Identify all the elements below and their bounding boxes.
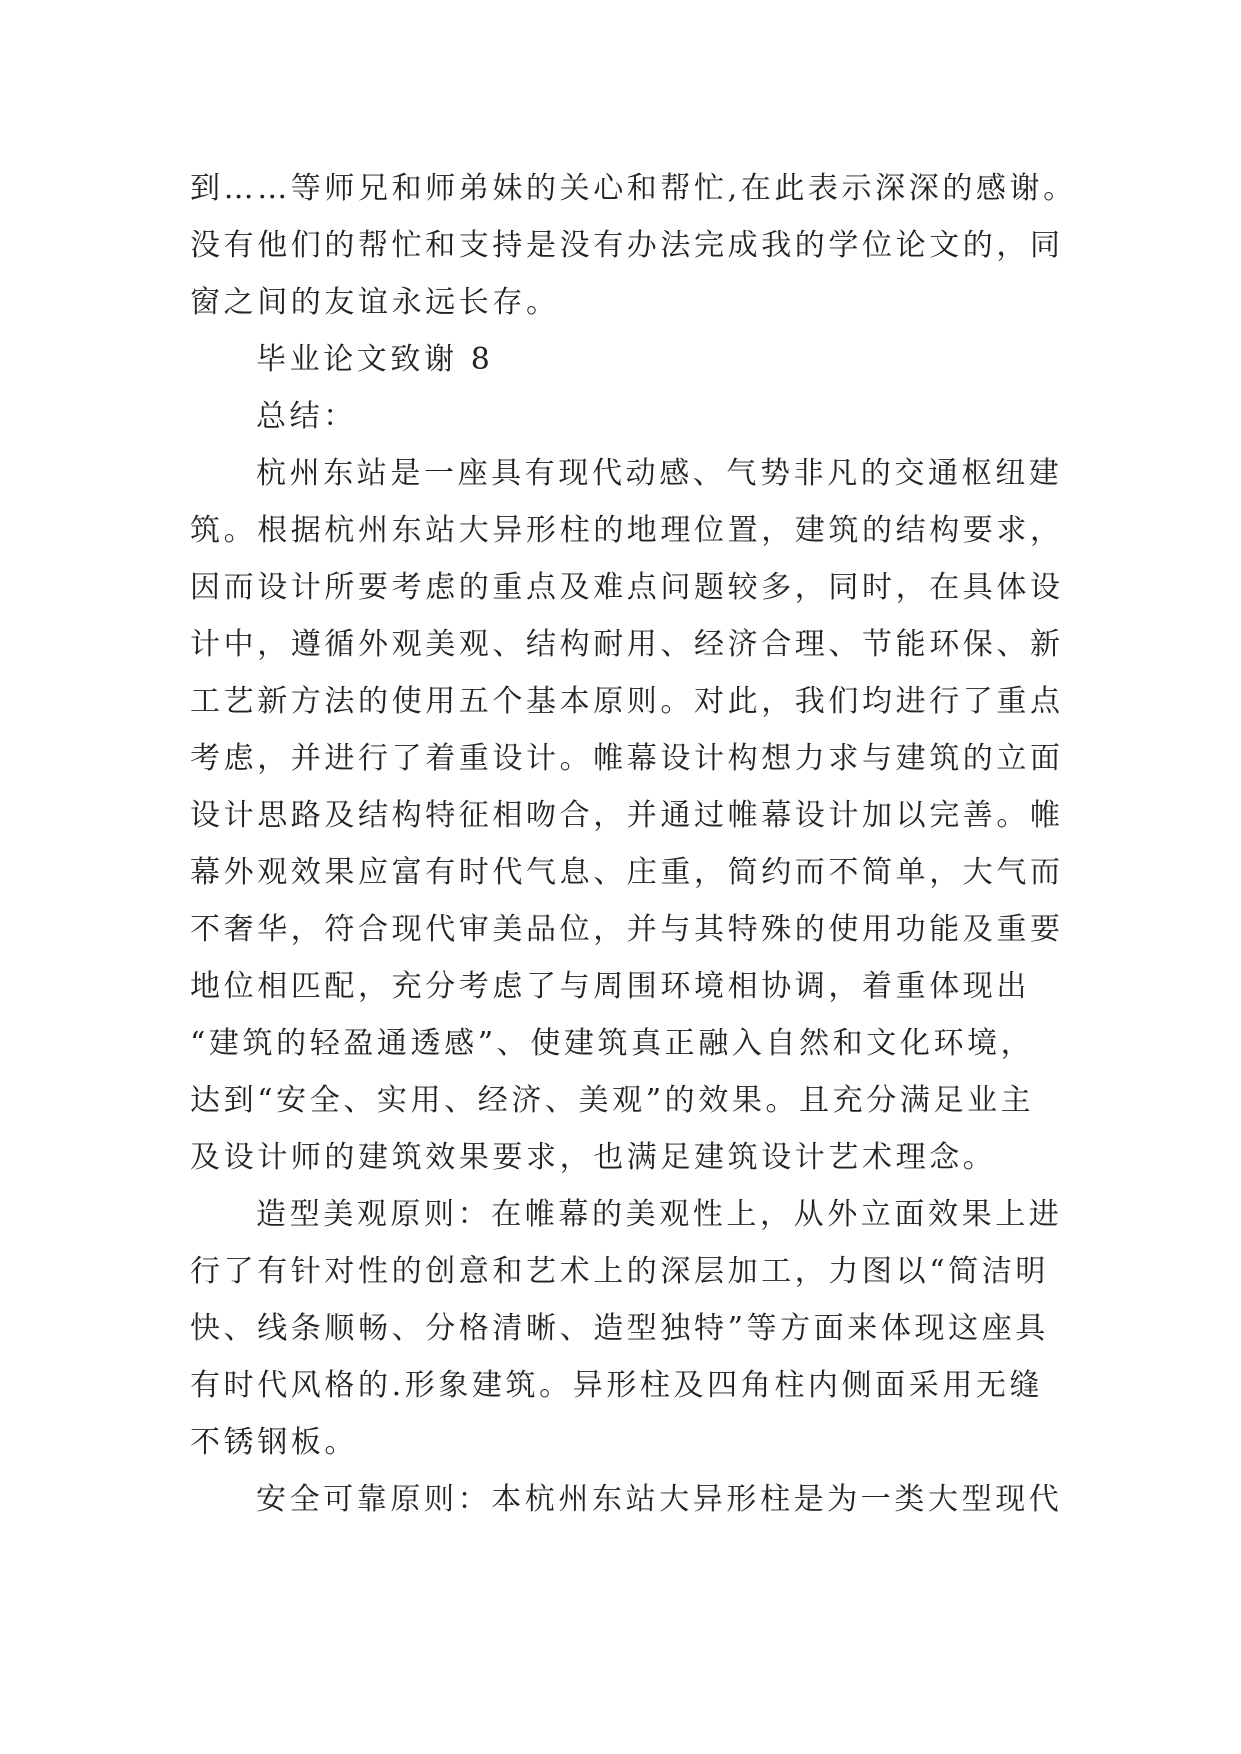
- text-line: 地位相匹配，充分考虑了与周围环境相协调，着重体现出: [190, 969, 1030, 1004]
- text-line: 到……等师兄和师弟妹的关心和帮忙,在此表示深深的感谢。: [190, 171, 1077, 206]
- text-line: 筑。根据杭州东站大异形柱的地理位置，建筑的结构要求，: [190, 513, 1064, 548]
- text-line: 杭州东站是一座具有现代动感、气势非凡的交通枢纽建: [256, 456, 1063, 491]
- body-text: [190, 160, 1090, 1528]
- text-line: 幕外观效果应富有时代气息、庄重，简约而不简单，大气而: [190, 855, 1064, 890]
- summary-label: 总结：: [256, 399, 357, 434]
- text-line: 快、线条顺畅、分格清晰、造型独特”等方面来体现这座具: [190, 1311, 1049, 1346]
- text-line: 造型美观原则：在帷幕的美观性上，从外立面效果上进: [256, 1197, 1063, 1232]
- text-line: 有时代风格的.形象建筑。异形柱及四角柱内侧面采用无缝: [190, 1368, 1044, 1403]
- text-line: 考虑，并进行了着重设计。帷幕设计构想力求与建筑的立面: [190, 741, 1064, 776]
- text-line: 达到“安全、实用、经济、美观”的效果。且充分满足业主: [190, 1083, 1035, 1118]
- text-line: 窗之间的友谊永远长存。: [190, 285, 560, 320]
- text-line: 因而设计所要考虑的重点及难点问题较多，同时，在具体设: [190, 570, 1064, 605]
- text-line: “建筑的轻盈通透感”、使建筑真正融入自然和文化环境，: [190, 1026, 1035, 1061]
- text-line: 计中，遵循外观美观、结构耐用、经济合理、节能环保、新: [190, 627, 1064, 662]
- text-line: 没有他们的帮忙和支持是没有办法完成我的学位论文的，同: [190, 228, 1064, 263]
- text-line: 不奢华，符合现代审美品位，并与其特殊的使用功能及重要: [190, 912, 1064, 947]
- text-line: 行了有针对性的创意和艺术上的深层加工，力图以“简洁明: [190, 1254, 1049, 1289]
- text-line: 工艺新方法的使用五个基本原则。对此，我们均进行了重点: [190, 684, 1064, 719]
- text-line: 设计思路及结构特征相吻合，并通过帷幕设计加以完善。帷: [190, 798, 1064, 833]
- section-heading: 毕业论文致谢 8: [256, 342, 494, 377]
- text-line: 安全可靠原则：本杭州东站大异形柱是为一类大型现代: [256, 1482, 1063, 1517]
- text-line: 及设计师的建筑效果要求，也满足建筑设计艺术理念。: [190, 1140, 997, 1175]
- text-line: 不锈钢板。: [190, 1425, 358, 1460]
